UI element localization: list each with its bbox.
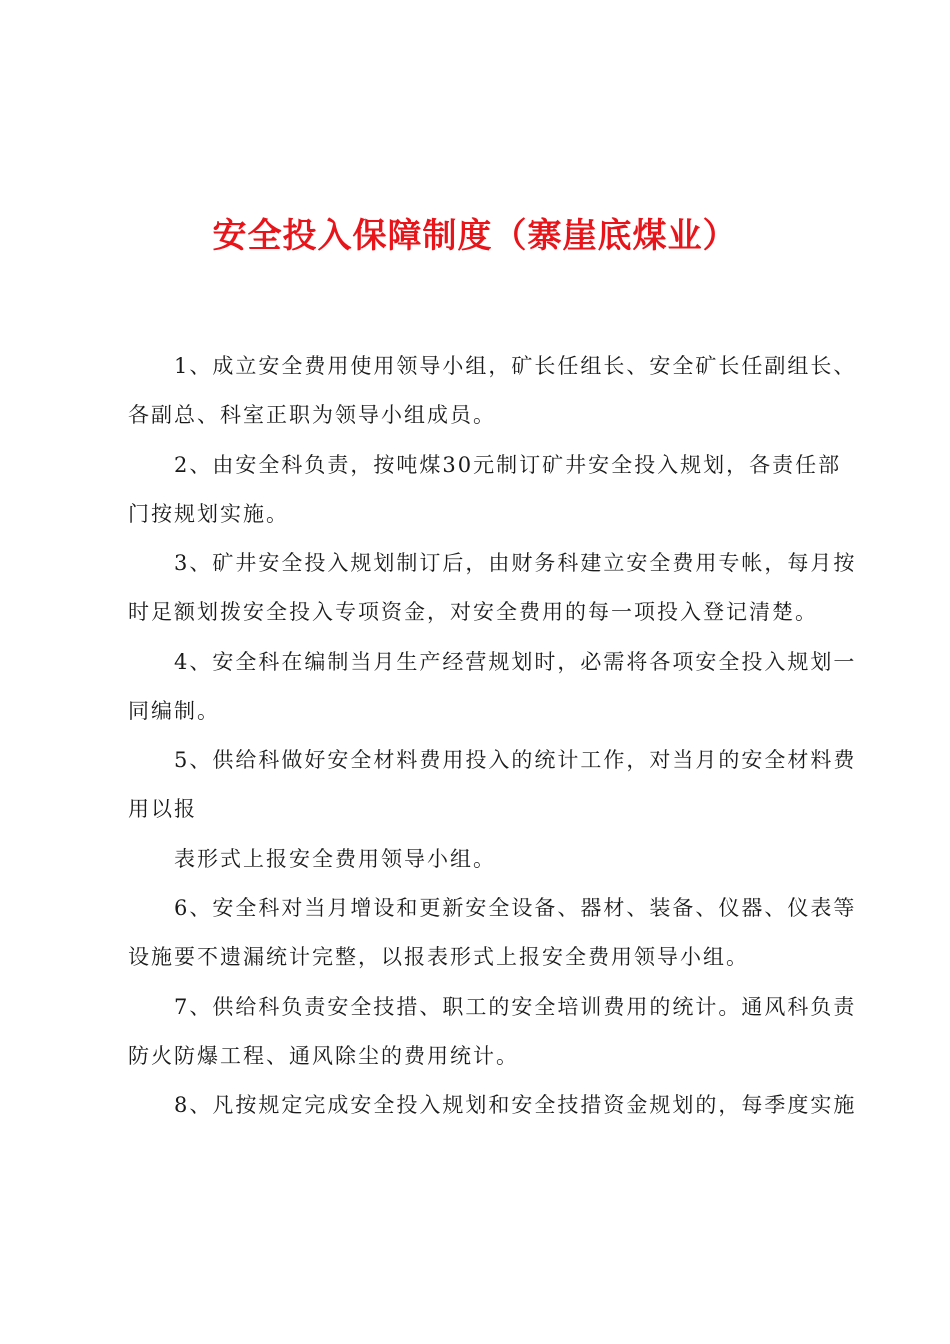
paragraph-7-line-1: 7、供给科负责安全技措、职工的安全培训费用的统计。通风科负责 xyxy=(174,995,857,1019)
paragraph-6-line-1: 6、安全科对当月增设和更新安全设备、器材、装备、仪器、仪表等 xyxy=(174,896,857,920)
paragraph-4-line-1: 4、安全科在编制当月生产经营规划时，必需将各项安全投入规划一 xyxy=(174,650,857,674)
paragraph-8-line-1: 8、凡按规定完成安全投入规划和安全技措资金规划的，每季度实施 xyxy=(174,1093,857,1117)
paragraph-7-line-2: 防火防爆工程、通风除尘的费用统计。 xyxy=(128,1044,519,1068)
paragraph-6-line-2: 设施要不遗漏统计完整，以报表形式上报安全费用领导小组。 xyxy=(128,945,749,969)
paragraph-5-line-2: 用以报 xyxy=(128,797,197,821)
paragraph-3-line-2: 时足额划拨安全投入专项资金，对安全费用的每一项投入登记清楚。 xyxy=(128,600,818,624)
paragraph-2-line-1: 2、由安全科负责，按吨煤30元制订矿井安全投入规划，各责任部 xyxy=(174,453,842,477)
paragraph-4-line-2: 同编制。 xyxy=(128,699,220,723)
paragraph-2-line-2: 门按规划实施。 xyxy=(128,502,289,526)
page-title: 安全投入保障制度（寨崖底煤业） xyxy=(212,216,738,256)
paragraph-5-line-3: 表形式上报安全费用领导小组。 xyxy=(174,847,496,871)
paragraph-3-line-1: 3、矿井安全投入规划制订后，由财务科建立安全费用专帐，每月按 xyxy=(174,551,857,575)
paragraph-5-line-1: 5、供给科做好安全材料费用投入的统计工作，对当月的安全材料费 xyxy=(174,748,857,772)
paragraph-1-line-1: 1、成立安全费用使用领导小组，矿长任组长、安全矿长任副组长、 xyxy=(174,354,857,378)
paragraph-1-line-2: 各副总、科室正职为领导小组成员。 xyxy=(128,403,496,427)
